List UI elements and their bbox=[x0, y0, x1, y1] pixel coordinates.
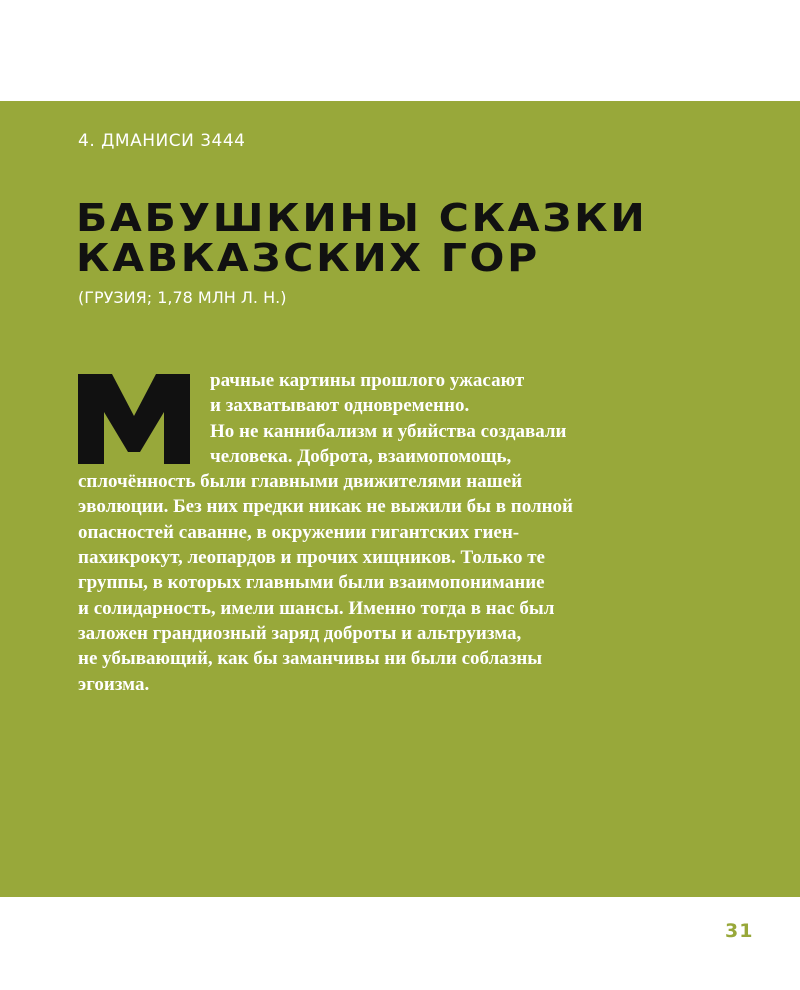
page-subtitle: (ГРУЗИЯ; 1,78 МЛН Л. Н.) bbox=[78, 288, 287, 307]
chapter-label: 4. ДМАНИСИ 3444 bbox=[78, 131, 246, 151]
body-line: и солидарность, имели шансы. Именно тогда в нас был bbox=[78, 597, 555, 619]
body-line: и захватывают одновременно. bbox=[210, 395, 470, 417]
page-title-line-2: КАВКАЗСКИХ ГОР bbox=[76, 236, 540, 280]
body-line: не убывающий, как бы заманчивы ни были соблазны bbox=[78, 648, 543, 670]
page-number: 31 bbox=[725, 920, 754, 942]
page-title bbox=[76, 198, 647, 278]
body-line: сплочённость были главными движителями нашей bbox=[78, 471, 523, 493]
body-line: группы, в которых главными были взаимопонимание bbox=[78, 572, 545, 594]
body-line: эволюции. Без них предки никак не выжили бы в полной bbox=[78, 496, 573, 518]
body-line: пахикрокут, леопардов и прочих хищников. Только те bbox=[78, 547, 545, 569]
body-line: эгоизма. bbox=[78, 673, 150, 695]
body-line: человека. Доброта, взаимопомощь, bbox=[210, 445, 512, 467]
body-line: заложен грандиозный заряд доброты и альтруизма, bbox=[78, 622, 522, 644]
page-title-line-1: БАБУШКИНЫ СКАЗКИ bbox=[76, 196, 648, 240]
body-line: Но не каннибализм и убийства создавали bbox=[210, 420, 567, 442]
body-line: рачные картины прошлого ужасают bbox=[210, 370, 525, 391]
body-text bbox=[78, 368, 618, 697]
body-line: опасностей саванне, в окружении гигантских гиен- bbox=[78, 521, 520, 543]
